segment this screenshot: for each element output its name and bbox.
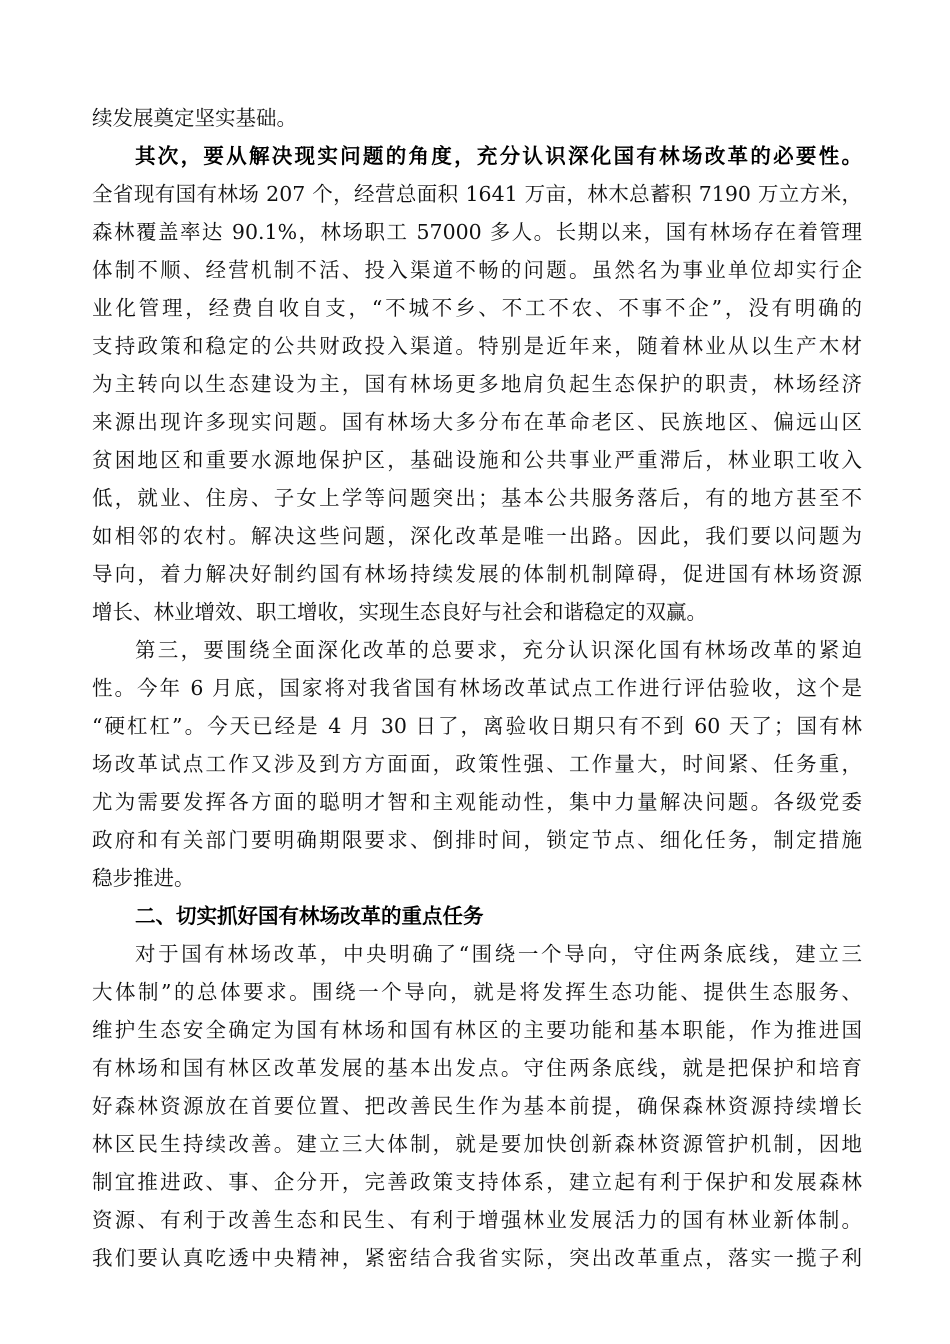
section-lead-sentence: 其次，要从解决现实问题的角度，充分认识深化国有林场改革的必要性。 bbox=[135, 144, 862, 168]
text-line: 稳步推进。 bbox=[92, 866, 195, 890]
text-line: 低，就业、住房、子女上学等问题突出；基本公共服务落后，有的地方甚至不 bbox=[92, 486, 862, 510]
text-line: 我们要认真吃透中央精神，紧密结合我省实际，突出改革重点，落实一揽子利 bbox=[92, 1246, 862, 1270]
text-line: 业化管理，经费自收自支，“不城不乡、不工不农、不事不企”，没有明确的 bbox=[92, 296, 862, 320]
text-line: 政府和有关部门要明确期限要求、倒排时间，锁定节点、细化任务，制定措施 bbox=[92, 828, 862, 852]
text-line: 好森林资源放在首要位置、把改善民生作为基本前提，确保森林资源持续增长 bbox=[92, 1094, 862, 1118]
text-line: 尤为需要发挥各方面的聪明才智和主观能动性，集中力量解决问题。各级党委 bbox=[92, 790, 862, 814]
text-line: “硬杠杠”。今天已经是 4 月 30 日了，离验收日期只有不到 60 天了；国有林 bbox=[92, 714, 862, 738]
text-line: 贫困地区和重要水源地保护区，基础设施和公共事业严重滞后，林业职工收入 bbox=[92, 448, 862, 472]
text-line: 有林场和国有林区改革发展的基本出发点。守住两条底线，就是把保护和培育 bbox=[92, 1056, 862, 1080]
text-line: 资源、有利于改善生态和民生、有利于增强林业发展活力的国有林业新体制。 bbox=[92, 1208, 862, 1232]
text-line: 林区民生持续改善。建立三大体制，就是要加快创新森林资源管护机制，因地 bbox=[92, 1132, 862, 1156]
text-line: 来源出现许多现实问题。国有林场大多分布在革命老区、民族地区、偏远山区 bbox=[92, 410, 862, 434]
text-line: 场改革试点工作又涉及到方方面面，政策性强、工作量大，时间紧、任务重， bbox=[92, 752, 862, 776]
section-heading: 二、切实抓好国有林场改革的重点任务 bbox=[135, 904, 484, 928]
text-line: 导向，着力解决好制约国有林场持续发展的体制机制障碍，促进国有林场资源 bbox=[92, 562, 862, 586]
text-line: 增长、林业增效、职工增收，实现生态良好与社会和谐稳定的双赢。 bbox=[92, 600, 707, 624]
text-line: 全省现有国有林场 207 个，经营总面积 1641 万亩，林木总蓄积 7190 万立方米， bbox=[92, 182, 862, 206]
text-line: 大体制”的总体要求。围绕一个导向，就是将发挥生态功能、提供生态服务、 bbox=[92, 980, 862, 1004]
text-line: 森林覆盖率达 90.1%，林场职工 57000 多人。长期以来，国有林场存在着管理 bbox=[92, 220, 862, 244]
text-line: 维护生态安全确定为国有林场和国有林区的主要功能和基本职能，作为推进国 bbox=[92, 1018, 862, 1042]
paragraph-first-line: 第三，要围绕全面深化改革的总要求，充分认识深化国有林场改革的紧迫 bbox=[135, 638, 862, 662]
text-line: 续发展奠定坚实基础。 bbox=[92, 106, 297, 130]
text-line: 如相邻的农村。解决这些问题，深化改革是唯一出路。因此，我们要以问题为 bbox=[92, 524, 862, 548]
text-line: 为主转向以生态建设为主，国有林场更多地肩负起生态保护的职责，林场经济 bbox=[92, 372, 862, 396]
text-line: 制宜推进政、事、企分开，完善政策支持体系，建立起有利于保护和发展森林 bbox=[92, 1170, 862, 1194]
text-line: 支持政策和稳定的公共财政投入渠道。特别是近年来，随着林业从以生产木材 bbox=[92, 334, 862, 358]
paragraph-first-line: 对于国有林场改革，中央明确了“围绕一个导向，守住两条底线，建立三 bbox=[135, 942, 862, 966]
text-line: 性。今年 6 月底，国家将对我省国有林场改革试点工作进行评估验收，这个是 bbox=[92, 676, 862, 700]
text-line: 体制不顺、经营机制不活、投入渠道不畅的问题。虽然名为事业单位却实行企 bbox=[92, 258, 862, 282]
